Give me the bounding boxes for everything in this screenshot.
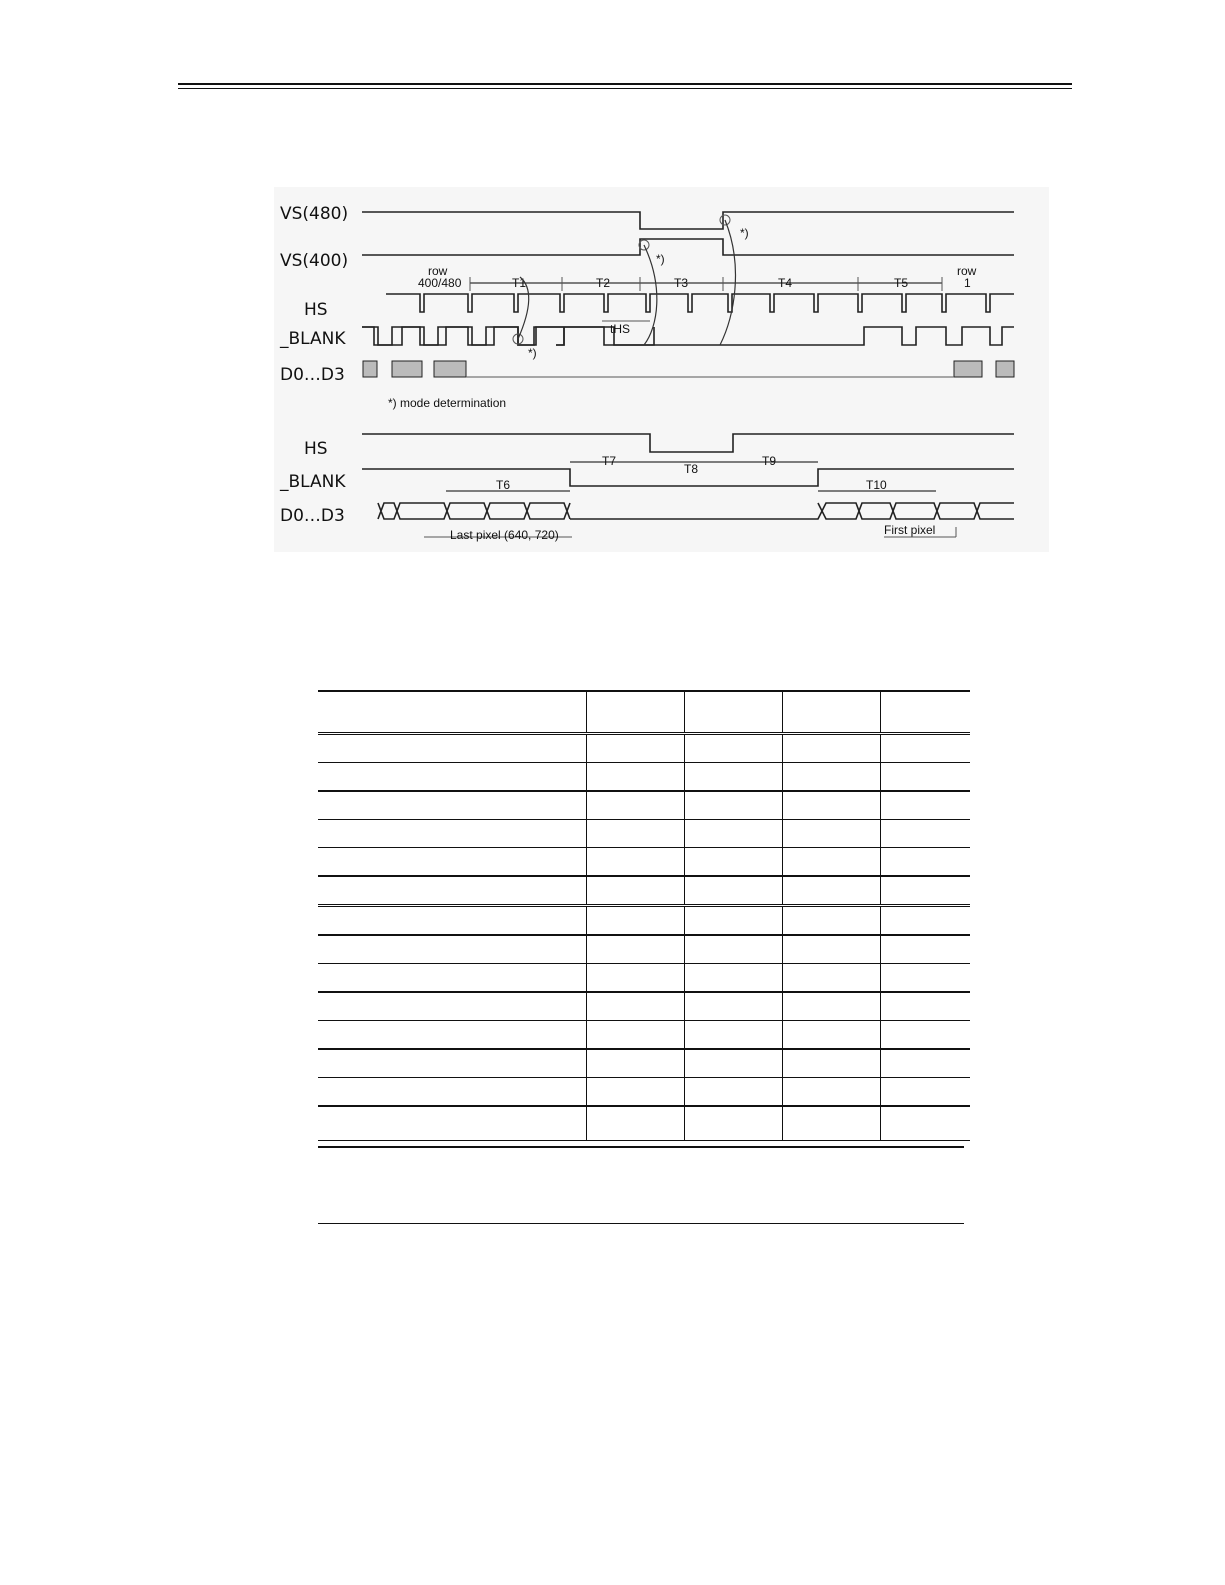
header-cell — [684, 691, 782, 734]
header-rule-thin — [178, 88, 1072, 89]
label-t2: T2 — [596, 276, 611, 290]
table-row — [318, 906, 970, 936]
label-t10: T10 — [866, 478, 887, 492]
row-label-left-2: 400/480 — [418, 276, 462, 290]
row-label-right-1: row — [957, 264, 977, 278]
label-t6: T6 — [496, 478, 511, 492]
wave-blank-top-2 — [362, 327, 1014, 345]
timing-table-grid — [318, 690, 970, 1141]
wave-hs-top — [386, 294, 1014, 312]
label-t5: T5 — [894, 276, 909, 290]
data-blocks-top — [363, 361, 1014, 377]
table-row — [318, 992, 970, 1021]
table-row — [318, 935, 970, 964]
signal-vs400: VS(400) — [280, 251, 349, 271]
label-t7: T7 — [602, 454, 617, 468]
label-last-pixel: Last pixel (640, 720) — [450, 528, 559, 542]
table-bottom-rule — [318, 1146, 964, 1148]
table-row — [318, 1078, 970, 1107]
header-cell — [318, 691, 586, 734]
mode-marker-1: *) — [528, 346, 537, 360]
wave-vs400 — [362, 239, 1014, 255]
signal-blank-lower: _BLANK — [280, 472, 346, 492]
table-row — [318, 820, 970, 848]
label-t3: T3 — [674, 276, 689, 290]
table-row — [318, 1049, 970, 1078]
table-row — [318, 734, 970, 763]
timing-bar-top — [470, 277, 942, 321]
timing-table — [318, 690, 970, 1141]
wave-vs480 — [362, 212, 1014, 229]
footnote-mode: *) mode determination — [388, 396, 507, 410]
row-label-right-2: 1 — [964, 276, 971, 290]
label-t8: T8 — [684, 462, 699, 476]
label-first-pixel: First pixel — [884, 523, 936, 537]
signal-hs-lower: HS — [304, 439, 328, 459]
signal-vs480: VS(480) — [280, 204, 349, 224]
table-row — [318, 791, 970, 820]
label-ths: tHS — [610, 322, 631, 336]
table-row — [318, 848, 970, 877]
header-cell — [586, 691, 684, 734]
header-cell — [880, 691, 970, 734]
signal-hs: HS — [304, 300, 328, 320]
signal-data: D0…D3 — [280, 365, 345, 385]
signal-data-lower: D0…D3 — [280, 506, 345, 526]
label-t1: T1 — [512, 276, 527, 290]
timing-diagram — [274, 187, 1049, 552]
label-t9: T9 — [762, 454, 777, 468]
wave-data-lower — [378, 503, 1014, 519]
mode-marker-3: *) — [740, 226, 749, 240]
header-rule — [178, 83, 1072, 85]
label-t4: T4 — [778, 276, 793, 290]
signal-blank: _BLANK — [280, 329, 346, 349]
table-row — [318, 763, 970, 792]
table-row — [318, 876, 970, 906]
timing-diagram-svg — [274, 187, 1049, 552]
table-row — [318, 964, 970, 993]
header-cell — [782, 691, 880, 734]
wave-hs-lower — [362, 434, 1014, 452]
table-row — [318, 1021, 970, 1050]
mode-marker-2: *) — [656, 252, 665, 266]
row-label-left-1: row — [428, 264, 448, 278]
table-row — [318, 1106, 970, 1141]
note-bottom-rule — [318, 1223, 964, 1224]
